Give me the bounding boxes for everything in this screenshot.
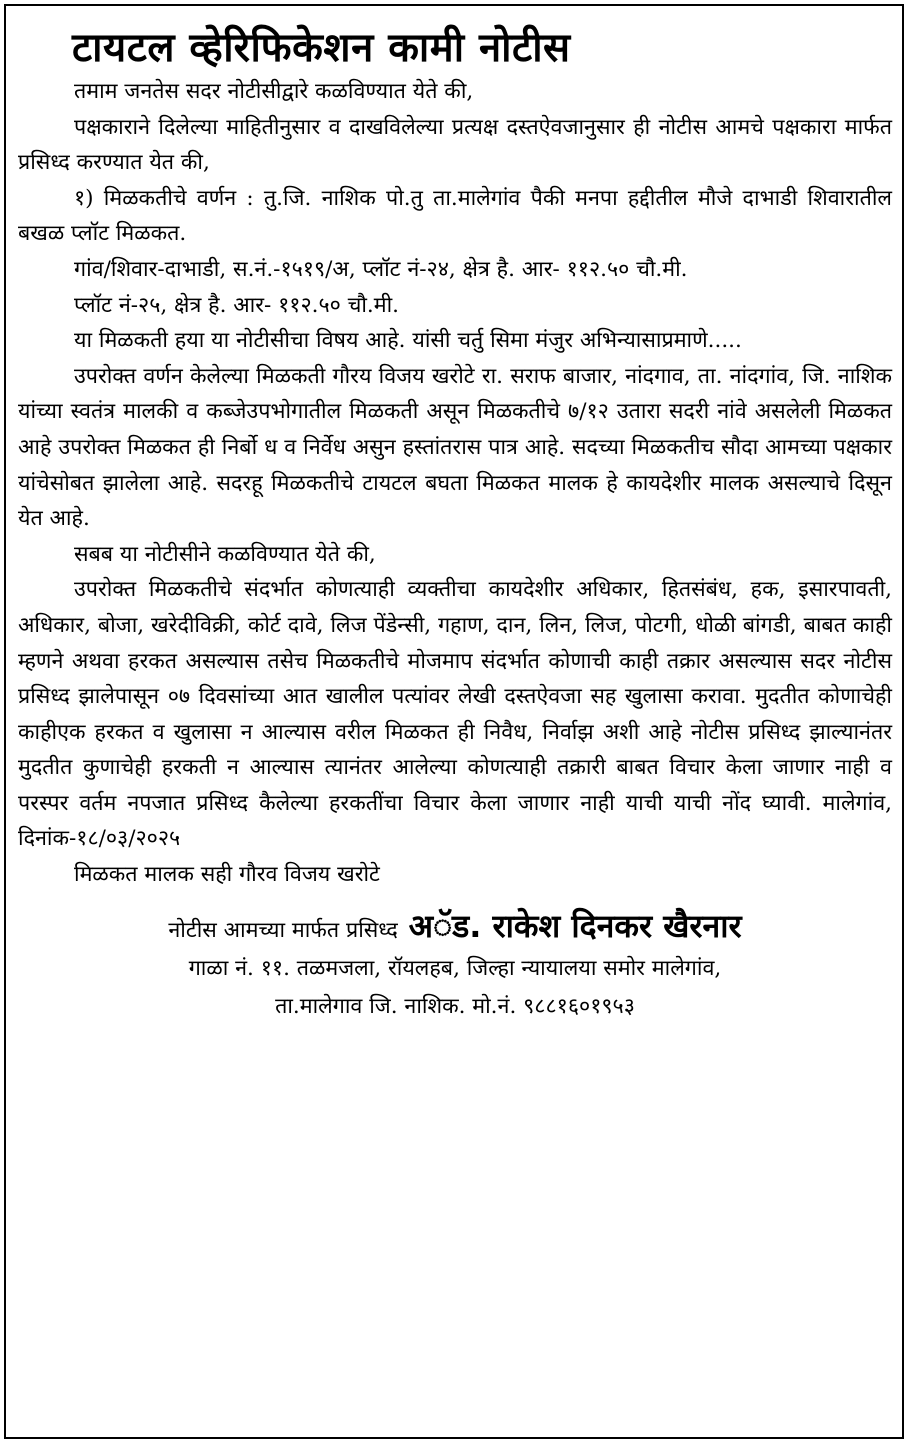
- address-line-1: गाळा नं. ११. तळमजला, रॉयलहब, जिल्हा न्यायालया समोर मालेगांव,: [188, 955, 722, 981]
- notice-title: टायटल व्हेरिफिकेशन कामी नोटीस: [72, 25, 571, 71]
- published-through-text: नोटीस आमच्या मार्फत प्रसिध्द: [168, 917, 398, 943]
- address-line-2: ता.मालेगाव जि. नाशिक. मो.नं. ९८८१६०१९५३: [275, 993, 635, 1019]
- notice-paragraph-ownership: उपरोक्त वर्णन केलेल्या मिळकती गौरय विजय खरोटे रा. सराफ बाजार, नांदगाव, ता. नांदगांव, जि. नाशिक यांच्या स्वतंत्र मालकी व कब्जेउपभोगातील मिळकती असून मिळकतीचे ७/१२ उतारा सदरी नांवे असलेली मिळकत आहे उपरोक्त मिळकत ही निर्बो ध व निर्वेध असुन हस्तांतरास पात्र आहे. सदच्या मिळकतीच सौदा आमच्या पक्षकार यांचेसोबत झालेला आहे. सदरहू मिळकतीचे टायटल बघता मिळकत मालक हे कायदेशीर मालक असल्याचे दिसून येत आहे.: [18, 363, 892, 532]
- legal-notice: [18, 22, 892, 1026]
- notice-paragraph-property-description: १) मिळकतीचे वर्णन : तु.जि. नाशिक पो.तु ता.मालेगांव पैकी मनपा हद्दीतील मौजे दाभाडी शिवारातील बखळ प्लॉट मिळकत.: [18, 185, 892, 247]
- notice-paragraph-subject: या मिळकती हया या नोटीसीचा विषय आहे. यांसी चर्तु सिमा मंजुर अभिन्यासाप्रमाणे.....: [74, 328, 742, 354]
- notice-paragraph-intro: तमाम जनतेस सदर नोटीसीद्वारे कळविण्यात येते की,: [74, 79, 474, 104]
- owner-signature: मिळकत मालक सही गौरव विजय खरोटे: [74, 862, 380, 888]
- notice-paragraph-hence: सबब या नोटीसीने कळविण्यात येते की,: [74, 541, 376, 567]
- advocate-line: [18, 907, 892, 950]
- notice-footer: [18, 907, 892, 1026]
- notice-paragraph-plot-24: गांव/शिवार-दाभाडी, स.नं.-१५१९/अ, प्लॉट नं-२४, क्षेत्र है. आर- ११२.५० चौ.मी.: [74, 256, 688, 282]
- notice-paragraph-client-info: पक्षकाराने दिलेल्या माहितीनुसार व दाखविलेल्या प्रत्यक्ष दस्तऐवजानुसार ही नोटीस आमचे पक्षकारा मार्फत प्रसिध्द करण्यात येत की,: [18, 114, 892, 176]
- notice-paragraph-objections: उपरोक्त मिळकतीचे संदर्भात कोणत्याही व्यक्तीचा कायदेशीर अधिकार, हितसंबंध, हक, इसारपावती, अधिकार, बोजा, खरेदीविक्री, कोर्ट दावे, लिज पेंडेन्सी, गहाण, दान, लिन, लिज, पोटगी, धोळी बांगडी, बाबत काही म्हणने अथवा हरकत असल्यास तसेच मिळकतीचे मोजमाप संदर्भात कोणाची काही तक्रार असल्यास सदर नोटीस प्रसिध्द झालेपासून ०७ दिवसांच्या आत खालील पत्यांवर लेखी दस्तऐवजा सह खुलासा करावा. मुदतीत कोणाचेही काहीएक हरकत व खुलासा न आल्यास वरील मिळकत ही निवैध, निर्वाझ अशी आहे नोटीस प्रसिध्द झाल्यानंतर मुदतीत कुणाचेही हरकती न आल्यास त्यानंतर आलेल्या कोणत्याही तक्रारी बाबत विचार केला जाणार नाही व परस्पर वर्तम नपजात प्रसिध्द कैलेल्या हरकतींचा विचार केला जाणार नाही याची याची नोंद घ्यावी. मालेगांव, दिनांक-१८/०३/२०२५: [18, 577, 892, 852]
- notice-body: [18, 74, 892, 893]
- advocate-name: अॅड. राकेश दिनकर खैरनार: [408, 906, 742, 945]
- notice-paragraph-plot-25: प्लॉट नं-२५, क्षेत्र है. आर- ११२.५० चौ.मी.: [74, 292, 400, 318]
